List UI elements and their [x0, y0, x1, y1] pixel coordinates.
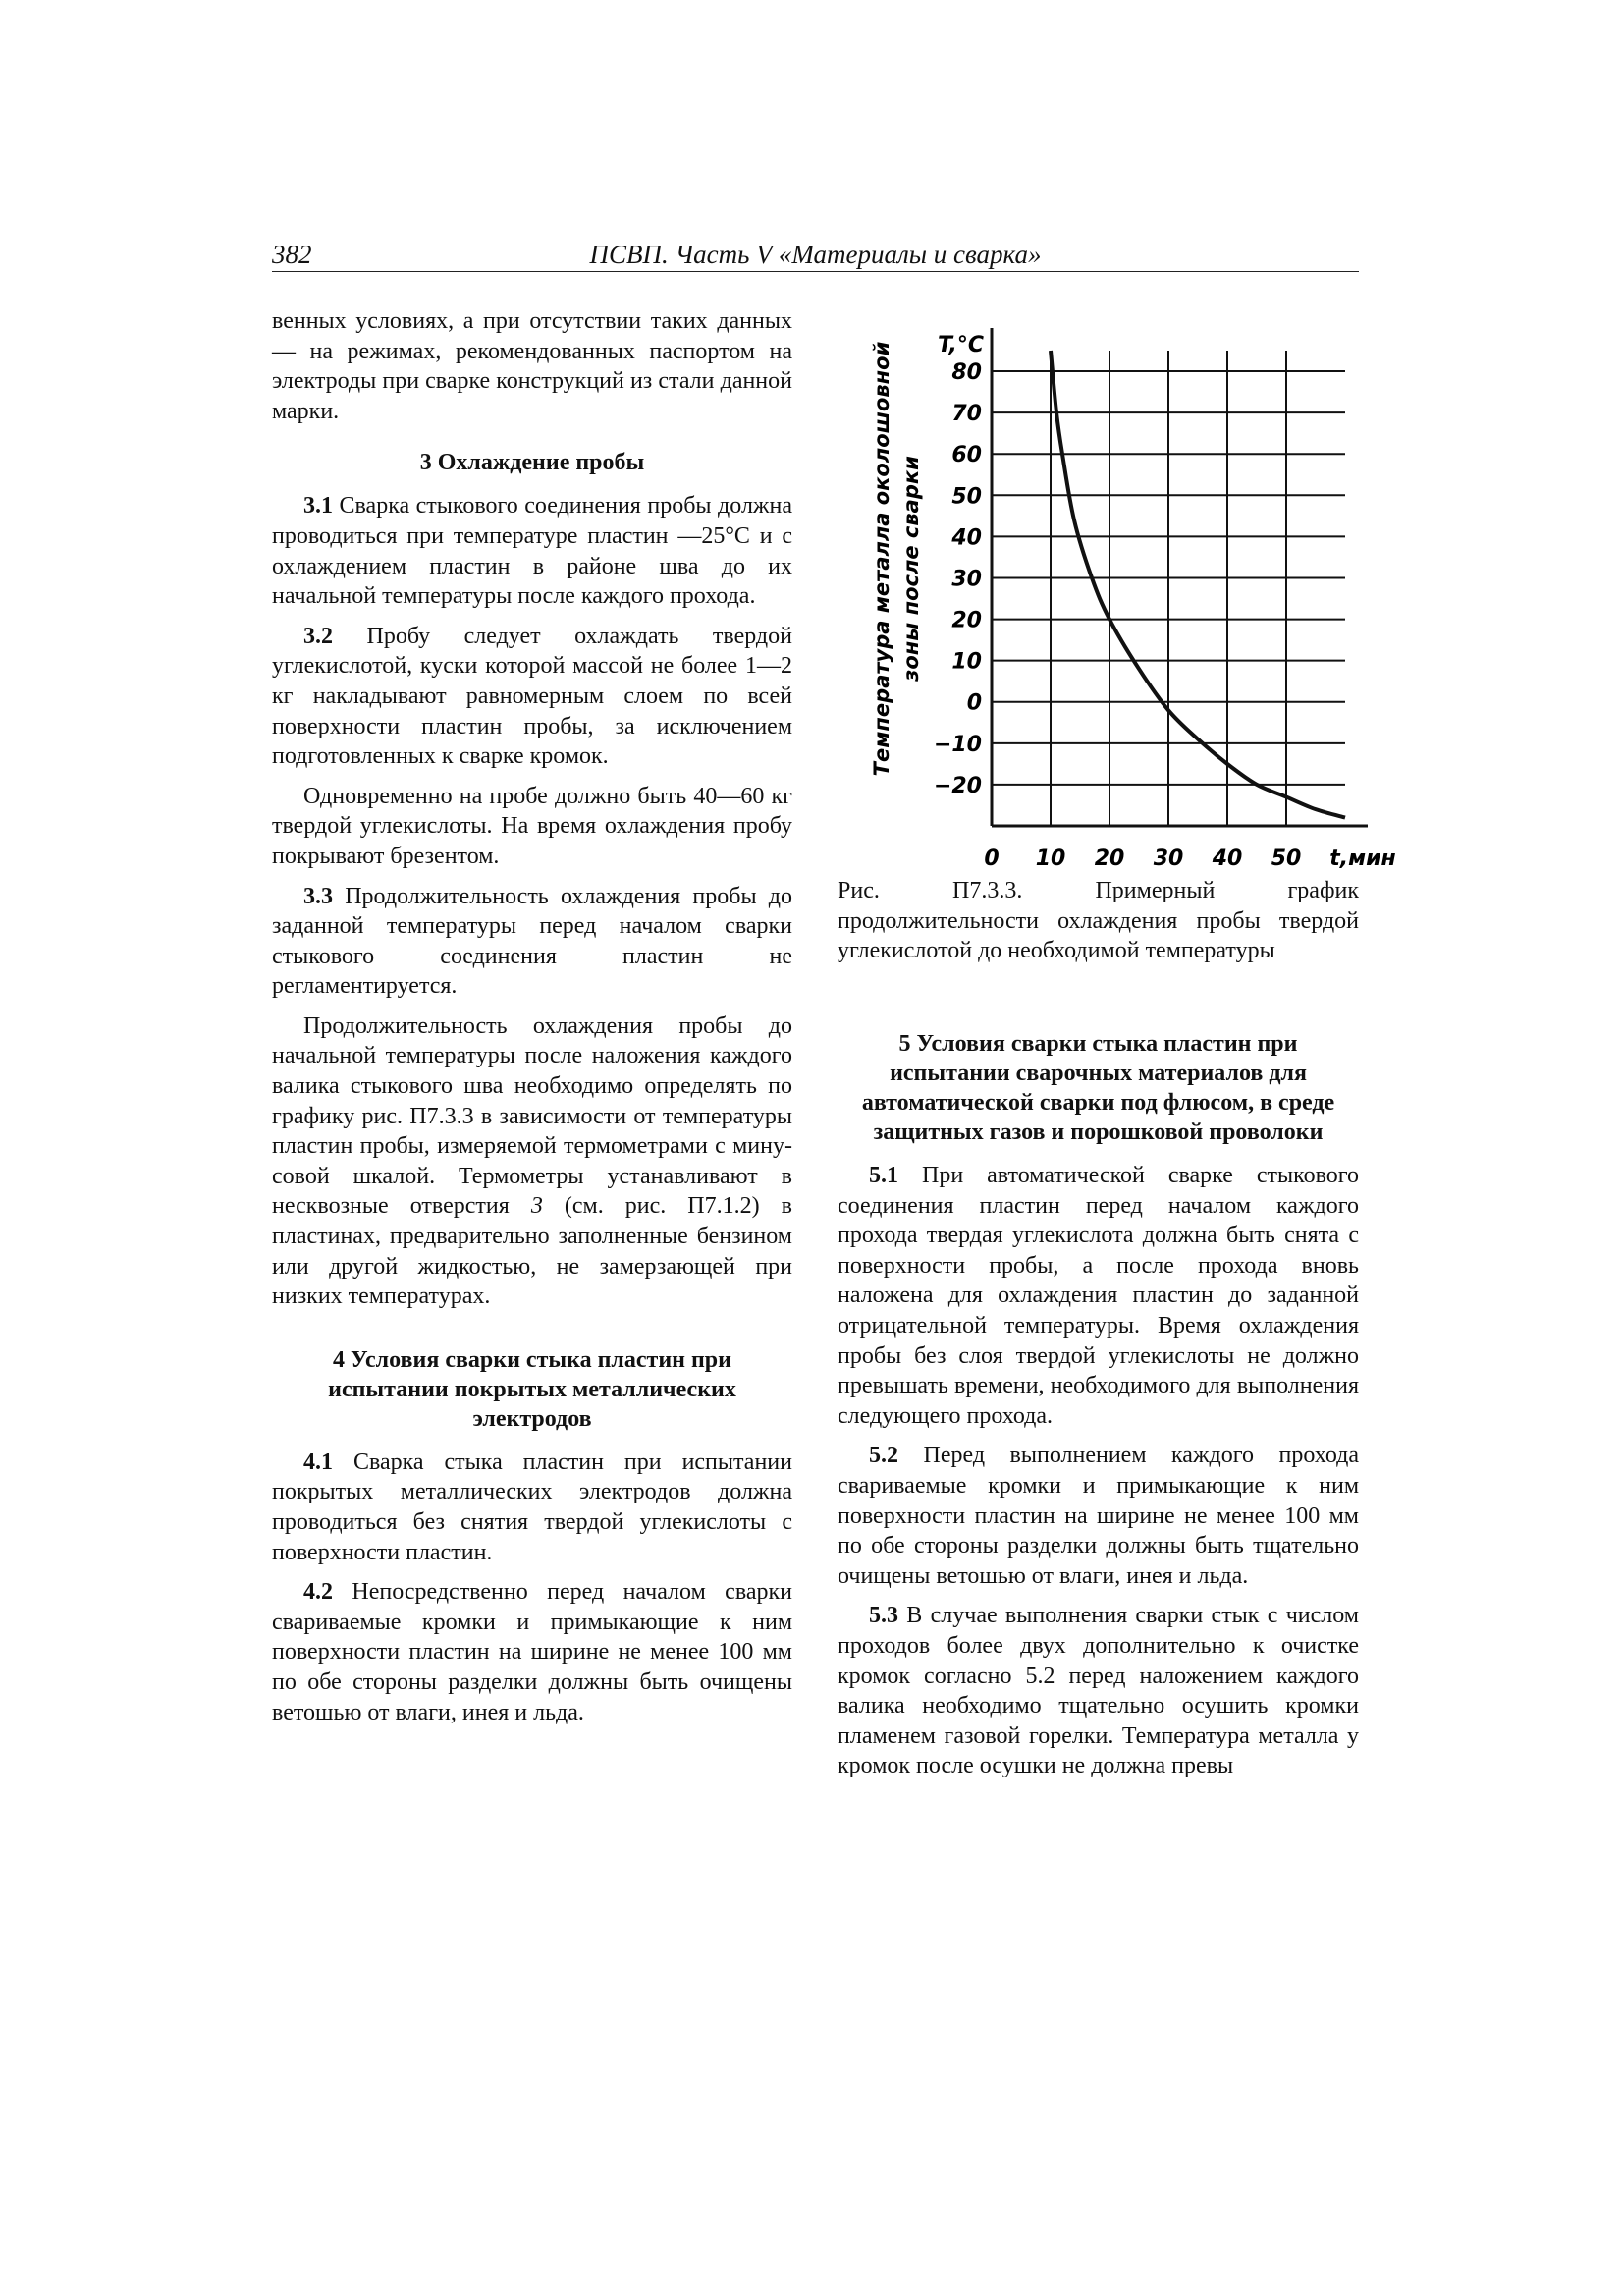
clause-text: Пробу следует охлаждать твердой углекислотой, куски которой массой не более 1—2 кг накладывают равномерным слоем по всей поверхности пластин пробы, за исключением подготовленных к сварке кромок. — [272, 623, 792, 770]
clause-text: (см. рис. П7.1.2) в пластинах, предварительно заполненные бензином или другой жидкостью, не замерзающей при низких температурах. — [272, 1193, 793, 1310]
clause-number: 5.3 — [869, 1603, 898, 1629]
clause-text: В случае выполнения сварки стык с числом проходов более двух дополнительно к очистке кромок согласно 5.2 перед наложением каждого валика необходимо тщательно осушить кромки пламенем газовой горелки. Температура металла у кромок после осушки не должна превы — [838, 1603, 1359, 1779]
figure-caption: Рис. П7.3.3. Примерный график продолжительности охлаждения пробы твердой углекислотой до необходимой температуры — [838, 878, 1359, 964]
clause-number: 4.1 — [303, 1449, 333, 1475]
clause-text: Продолжительность охлаждения пробы до заданной температуры перед началом сварки стыкового соединения пластин не регламентируется. — [272, 883, 792, 1000]
y-tick-label: 60 — [951, 443, 982, 468]
x-unit-label: t,мин — [1329, 847, 1396, 871]
clause-text: При автоматической сварке стыкового соединения пластин перед началом каждого прохода твердая углекислота должна быть снята с поверхности пробы, а после прохода вновь наложена для охлаждения пластин до заданной отрицательной температуры. Время охлаждения пробы без слоя твердой углекислоты не должно превышать времени, необходимого для выполнения следующего прохода. — [838, 1163, 1359, 1429]
chart-svg — [838, 324, 1396, 871]
clause-number: 5.1 — [869, 1163, 898, 1188]
x-tick-label: 30 — [1153, 847, 1184, 871]
section-5-heading: 5 Условия сварки стыка пластин при испытании сварочных материалов для автоматической сварки под флюсом, в среде защитных газов и порошковой проволоки — [861, 1031, 1335, 1145]
y-tick-label: 20 — [951, 608, 982, 633]
page-number: 382 — [272, 240, 312, 269]
y-axis-title: зоны после сварки — [899, 456, 923, 682]
paragraph-3-3b — [272, 1011, 792, 1312]
y-unit-label: T,°C — [938, 333, 984, 357]
x-tick-label: 0 — [984, 847, 1000, 871]
clause-text: Перед выполнением каждого прохода свариваемые кромки и примыкающие к ним поверхности пластин на ширине не менее 100 мм по обе стороны разделки должны быть тщательно очищены ветошью от влаги, инея и льда. — [838, 1443, 1359, 1589]
paragraph-3-2 — [272, 622, 792, 772]
clause-text: Непосредственно перед началом сварки свариваемые кромки и примыкающие к ним поверхности пластин на ширине не менее 100 мм по обе стороны разделки должны быть очищены ветошью от влаги, инея и льда. — [272, 1579, 792, 1725]
series-line-cooling — [1051, 351, 1345, 818]
cooling-chart — [838, 324, 1396, 871]
x-tick-label: 40 — [1212, 847, 1243, 871]
y-tick-label: 0 — [966, 690, 982, 716]
running-title: ПСВП. Часть V «Материалы и сварка» — [589, 240, 1042, 269]
x-tick-label: 20 — [1094, 847, 1125, 871]
paragraph-3-2b: Одновременно на пробе должно быть 40—60 кг твердой углекислоты. На время охлаждения пробу покрывают брезентом. — [272, 783, 792, 869]
clause-number: 3.3 — [303, 883, 333, 909]
clause-number: 3.2 — [303, 623, 333, 649]
paragraph-continuation: венных условиях, а при отсутствии таких данных — на режимах, рекомендованных паспортом на электроды при сварке конструкций из стали данной марки. — [272, 308, 792, 424]
figure-ref: 3 — [530, 1193, 543, 1220]
y-tick-label: 30 — [951, 567, 982, 592]
x-tick-label: 50 — [1271, 847, 1302, 871]
section-4-heading: 4 Условия сварки стыка пластин при испытании покрытых металлических электродов — [328, 1346, 736, 1432]
clause-text: Продолжительность охлаждения пробы до начальной температуры после наложения каждого валика стыкового шва необходимо определять по графику рис. П7.3.3 в зависимости от температуры пластин пробы, измеряемой термометрами с минусовой шкалой. Термометры устанавливают в несквозные отверстия — [272, 1012, 792, 1220]
paragraph-5-3 — [838, 1601, 1359, 1781]
y-tick-label: 40 — [951, 525, 982, 551]
paragraph-5-2 — [838, 1441, 1359, 1591]
clause-text: Сварка стыкового соединения пробы должна проводиться при температуре пластин —25°С и с охлаждением пластин в районе шва до их начальной температуры после каждого прохода. — [272, 493, 792, 610]
y-tick-label: 70 — [951, 402, 982, 427]
y-tick-label: −10 — [933, 732, 982, 757]
section-3-heading: 3 Охлаждение пробы — [419, 450, 645, 476]
y-tick-label: 10 — [951, 649, 982, 675]
clause-number: 4.2 — [303, 1579, 333, 1606]
clause-number: 5.2 — [869, 1443, 898, 1469]
clause-number: 3.1 — [303, 493, 333, 519]
left-column — [272, 306, 792, 1737]
clause-text: Сварка стыка пластин при испытании покрытых металлических электродов должна проводиться без снятия твердой углекислоты с поверхности пластин. — [272, 1449, 792, 1565]
paragraph-4-2 — [272, 1577, 792, 1727]
x-tick-label: 10 — [1035, 847, 1066, 871]
y-tick-label: 50 — [951, 484, 982, 510]
paragraph-5-1 — [838, 1161, 1359, 1431]
running-header — [272, 240, 1359, 272]
y-axis-title: Температура металла околошовной — [870, 341, 893, 777]
right-column — [838, 1029, 1359, 1791]
y-tick-label: 80 — [951, 360, 982, 386]
paragraph-4-1 — [272, 1448, 792, 1567]
paragraph-3-1 — [272, 491, 792, 611]
paragraph-3-3 — [272, 882, 792, 1002]
y-tick-label: −20 — [933, 773, 982, 798]
